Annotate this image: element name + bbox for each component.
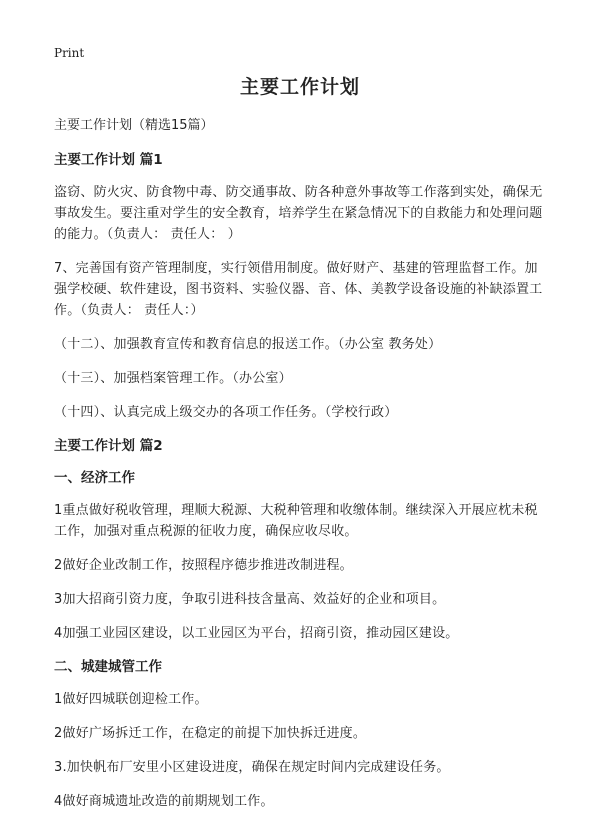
paragraph: 7、完善国有资产管理制度，实行领借用制度。做好财产、基建的管理监督工作。加强学校硬、软件建设，图书资料、实验仪器、音、体、美教学设备设施的补缺添置工作。（负责人： 责任人：） (54, 261, 543, 318)
document-subtitle: 主要工作计划（精选15篇） (54, 118, 214, 133)
paragraph: （十二）、加强教育宣传和教育信息的报送工作。（办公室 教务处） (54, 337, 442, 352)
paragraph: （十三）、加强档案管理工作。（办公室） (54, 371, 292, 386)
print-link[interactable]: Print (54, 46, 85, 60)
subsection-heading: 一、经济工作 (54, 470, 135, 486)
paragraph: 2做好广场拆迁工作，在稳定的前提下加快拆迁进度。 (54, 726, 367, 741)
section-heading: 主要工作计划 篇1 (54, 152, 163, 168)
section-heading: 主要工作计划 篇2 (54, 438, 163, 454)
paragraph: 4加强工业园区建设，以工业园区为平台，招商引资，推动园区建设。 (54, 626, 459, 641)
paragraph: 1做好四城联创迎检工作。 (54, 692, 208, 707)
paragraph: 3.加快帆布厂安里小区建设进度，确保在规定时间内完成建设任务。 (54, 760, 450, 775)
paragraph: 1重点做好税收管理，理顺大税源、大税种管理和收缴体制。继续深入开展应枕未税工作，加强对重点税源的征收力度，确保应收尽收。 (54, 503, 538, 539)
paragraph: 3加大招商引资力度，争取引进科技含量高、效益好的企业和项目。 (54, 592, 446, 607)
paragraph: 盗窃、防火灾、防食物中毒、防交通事故、防各种意外事故等工作落到实处，确保无事故发生。要注重对学生的安全教育，培养学生在紧急情况下的自救能力和处理问题的能力。（负责人： 责任人： ） (54, 185, 543, 242)
subsection-heading: 二、城建城管工作 (54, 659, 162, 675)
paragraph: 2做好企业改制工作，按照程序德步推进改制进程。 (54, 558, 353, 573)
paragraph: 4做好商城遗址改造的前期规划工作。 (54, 794, 274, 809)
document-body (54, 150, 546, 812)
paragraph: （十四）、认真完成上级交办的各项工作任务。（学校行政） (54, 405, 398, 420)
page-title: 主要工作计划 (239, 76, 360, 98)
